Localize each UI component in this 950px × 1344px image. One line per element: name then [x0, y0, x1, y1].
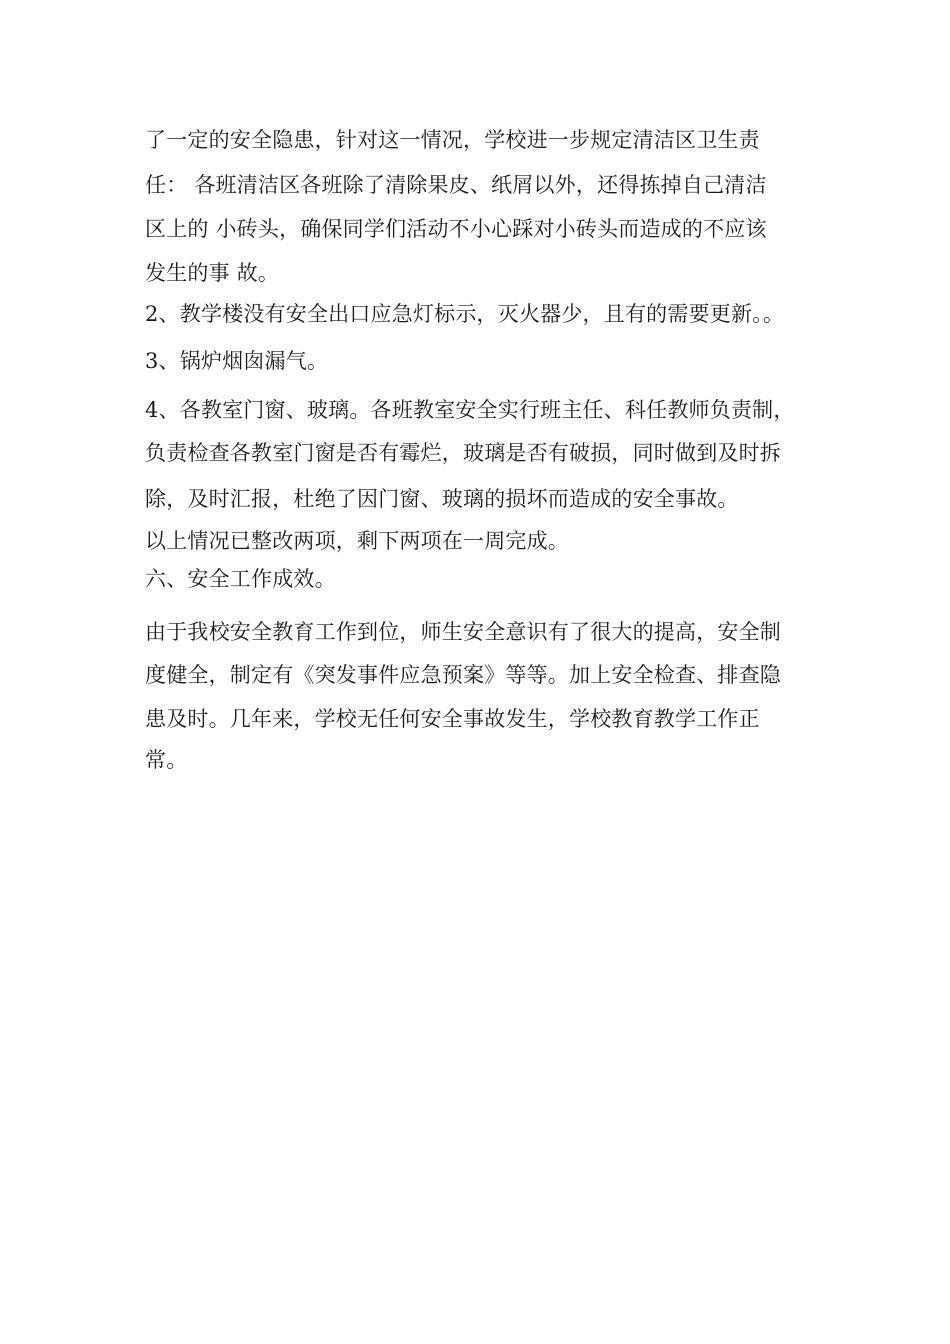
text-line: 发生的事 故。 — [145, 261, 280, 285]
text-line: 区上的 小砖头，确保同学们活动不小心踩对小砖头而造成的不应该 — [145, 217, 767, 241]
text-line: 以上情况已整改两项，剩下两项在一周完成。 — [145, 529, 569, 553]
text-line: 由于我校安全教育工作到位，师生安全意识有了很大的提高，安全制 — [145, 620, 781, 644]
text-line: 2、教学楼没有安全出口应急灯标示，灭火器少，且有的需要更新。。 — [145, 302, 785, 326]
text-line: 了一定的安全隐患，针对这一情况，学校进一步规定清洁区卫生责 — [145, 128, 760, 152]
text-line: 患及时。几年来，学校无任何安全事故发生，学校教育教学工作正 — [145, 707, 760, 731]
section-heading: 六、安全工作成效。 — [145, 567, 336, 591]
text-line: 任： 各班清洁区各班除了清除果皮、纸屑以外，还得拣掉自己清洁 — [145, 173, 767, 197]
text-line: 负责检查各教室门窗是否有霉烂，玻璃是否有破损，同时做到及时拆 — [145, 441, 781, 465]
text-line: 4、各教室门窗、玻璃。各班教室安全实行班主任、科任教师负责制， — [145, 398, 795, 422]
text-line: 度健全，制定有《突发事件应急预案》等等。加上安全检查、排查隐 — [145, 663, 781, 687]
text-line: 除，及时汇报，杜绝了因门窗、玻璃的损坏而造成的安全事故。 — [145, 487, 739, 511]
text-line: 3、锅炉烟囱漏气。 — [145, 349, 329, 373]
text-line: 常。 — [145, 748, 188, 772]
